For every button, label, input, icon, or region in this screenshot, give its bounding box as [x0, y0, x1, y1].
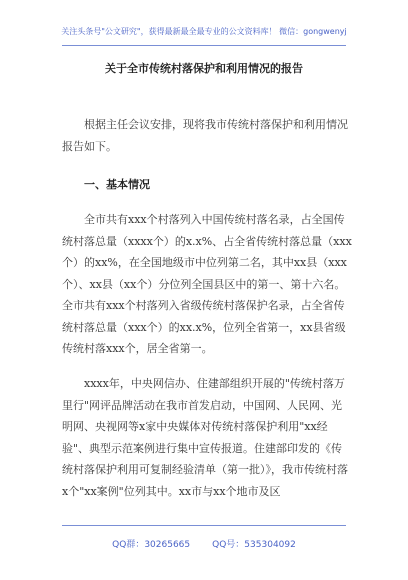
body-paragraph-2: xxxx年，中央网信办、住建部组织开展的"传统村落万里行"网评品牌活动在我市首发启动，中国网、人民网、光明网、央视网等x家中央媒体对传统村落保护利用"xx经验"、典型示范案例进行集中宣传报道。住建部印发的《传统村落保护利用可复制经验清单（第一批）》，我市传统村落x个"xx案例"位列其中。xx市与xx个地市及区 [62, 377, 348, 498]
intro-paragraph: 根据主任会议安排，现将我市传统村落保护和利用情况报告如下。 [62, 118, 348, 153]
footer-qq: QQ号：535304092 [212, 540, 296, 550]
footer-divider [62, 525, 346, 526]
footer [0, 537, 408, 550]
footer-qq-group: QQ群：30265665 [112, 540, 191, 550]
header-divider [62, 45, 346, 46]
section-heading: 一、基本情况 [84, 178, 150, 191]
header-banner: 关注头条号"公文研究"，获得最新最全最专业的公文资料库！ 微信：gongwenyj [61, 27, 347, 36]
body-paragraph-1: 全市共有xxx个村落列入中国传统村落名录，占全国传统村落总量（xxxx个）的x.x%、占全省传统村落总量（xxx个）的xx%，在全国地级市中位列第二名，其中xx县（xxx个）、xx县（xx个）分位列全国县区中的第一、第十六名。全市共有xxx个村落列入省级传统村落保护名录，占全省传统村落总量（xxx个）的xx.x%，位列全省第一，xx县省级传统村落xxx个，居全省第一。 [62, 213, 352, 355]
document-title: 关于全市传统村落保护和利用情况的报告 [105, 62, 303, 75]
